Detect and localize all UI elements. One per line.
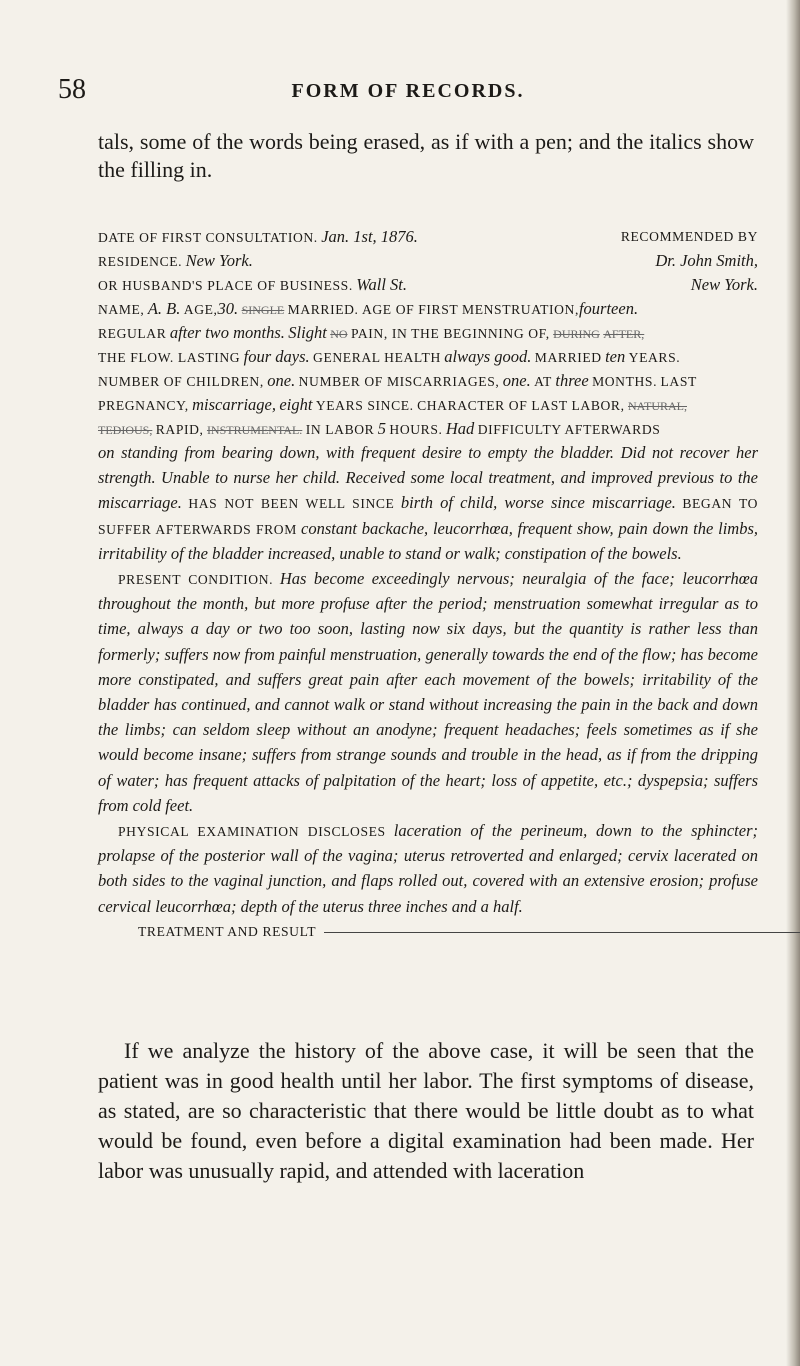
physical-examination-paragraph [98, 819, 758, 920]
field-label: AGE OF FIRST MENSTRUATION, [361, 302, 579, 317]
field-label: BEGAN TO SUFFER AFTERWARDS FROM [98, 496, 759, 537]
field-value: New York. [185, 251, 253, 270]
body-paragraph: If we analyze the history of the above case, it will be seen that the patient was in good health until her labor. The first symptoms of disease, as stated, are so characteristic that there would be little doubt as to what would be found, even before a digital examination had been made. Her labor was unusually rapid, and attended with laceration [98, 1038, 754, 1183]
present-condition-paragraph [98, 567, 758, 819]
field-value: four days. [243, 347, 310, 366]
field-value: birth of child, worse since miscarriage. [400, 493, 676, 513]
field-label: DATE OF FIRST CONSULTATION. [98, 230, 318, 245]
form-row-business [98, 273, 758, 297]
field-label: AT [534, 374, 552, 389]
page-edge-shadow [786, 0, 800, 1366]
field-label: MONTHS. [592, 374, 658, 389]
field-label: NUMBER OF CHILDREN, [98, 374, 264, 389]
field-value: after two months. [169, 323, 285, 342]
history-paragraph [98, 441, 758, 567]
field-label: PRESENT CONDITION. [118, 572, 274, 588]
struck-word: SINGLE [241, 303, 285, 317]
field-value: New York. [690, 275, 758, 294]
field-value: ten [605, 347, 626, 366]
struck-word: NATURAL, [628, 399, 687, 413]
struck-word: AFTER, [603, 327, 645, 341]
field-label: CHARACTER OF LAST LABOR, [417, 398, 625, 413]
field-value: A. B. [147, 299, 181, 318]
field-label: IN LABOR [305, 422, 375, 437]
field-label: HOURS. [389, 422, 443, 437]
field-label: TREATMENT AND RESULT [138, 923, 317, 939]
field-label: PAIN, IN THE BEGINNING OF, [350, 326, 550, 341]
field-label: YEARS. [628, 350, 681, 365]
record-form [98, 225, 758, 944]
field-value: 5 [377, 419, 386, 438]
field-value: 30. [217, 299, 239, 318]
field-value: one. [267, 371, 296, 390]
struck-word: TEDIOUS, [98, 423, 153, 437]
page-number: 58 [58, 74, 86, 105]
field-value: laceration of the perineum, down to the sphincter; prolapse of the posterior wall of the vagina; uterus retroverted and enlarged; cervix lacerated on both sides to the vaginal junction, and flaps rolled out, covered with an extensive erosion; profuse cervical leucorrhœa; depth of the uterus three inches and a half. [98, 821, 759, 916]
field-value: Had [445, 419, 475, 438]
treatment-blank-line [324, 932, 800, 933]
field-label: HAS NOT BEEN WELL SINCE [188, 496, 395, 512]
field-value: always good. [444, 347, 532, 366]
field-value: Jan. 1st, 1876. [321, 227, 418, 246]
field-label: REGULAR [98, 326, 167, 341]
field-label: DIFFICULTY AFTERWARDS [477, 422, 661, 437]
field-label: MARRIED. [287, 302, 359, 317]
intro-paragraph: tals, some of the words being erased, as if with a pen; and the italics show the filling in. [98, 129, 754, 182]
form-row-regular [98, 321, 758, 345]
struck-word: DURING [553, 327, 600, 341]
field-value: fourteen. [578, 299, 639, 318]
field-label: OR HUSBAND'S PLACE OF BUSINESS. [98, 278, 353, 293]
running-head: FORM OF RECORDS. [291, 80, 525, 102]
field-label: MARRIED [534, 350, 602, 365]
form-row-consultation [98, 225, 758, 249]
field-label: THE FLOW. LASTING [98, 350, 241, 365]
field-value: Dr. John Smith, [655, 251, 758, 270]
field-label: NAME, [98, 302, 145, 317]
field-value: one. [502, 371, 531, 390]
field-label: AGE, [183, 302, 218, 317]
form-row-pregnancy [98, 393, 758, 417]
field-value: constant backache, leucorrhœa, frequent show, pain down the limbs, irritability of the bladder increased, unable to stand or walk; constipation of the bowels. [98, 518, 759, 563]
struck-word: NO [330, 327, 348, 341]
field-value: Slight [288, 323, 327, 342]
field-label: RECOMMENDED BY [620, 229, 758, 244]
form-row-flow [98, 345, 758, 369]
struck-word: INSTRUMENTAL. [206, 423, 303, 437]
field-value: Has become exceedingly nervous; neuralgia of the face; leucorrhœa throughout the month, but more profuse after the period; menstruation somewhat irregular as to time, always a day or two too soon, lasting now six days, but the quantity is rather less than formerly; suffers now from painful menstruation, generally towards the end of the flow; has become more constipated, and suffers great pain after each movement of the bowels; irritability of the bladder has continued, and cannot walk or stand without increasing the pain in the back and down the limbs; can seldom sleep without an anodyne; frequent headaches; feels sometimes as if she would become insane; suffers from strange sounds and trouble in the head, as if from the dripping of water; has frequent attacks of palpitation of the heart; loss of appetite, etc.; dyspepsia; suffers from cold feet. [98, 569, 758, 815]
form-row-name [98, 297, 758, 321]
field-label: RAPID, [155, 422, 204, 437]
field-label: PHYSICAL EXAMINATION DISCLOSES [118, 824, 386, 840]
field-label: GENERAL HEALTH [313, 350, 441, 365]
field-label: PREGNANCY, [98, 398, 189, 413]
treatment-row [98, 920, 758, 944]
field-label: NUMBER OF MISCARRIAGES, [298, 374, 500, 389]
field-label: LAST [660, 374, 697, 389]
form-row-children [98, 369, 758, 393]
form-row-residence [98, 249, 758, 273]
field-value: on standing from bearing down, with frequent desire to empty the bladder. Did not recover her strength. Unable to nurse her child. Received some local treatment, and improved previous to the miscarriage. [98, 443, 758, 513]
field-value: Wall St. [356, 275, 407, 294]
field-label: RESIDENCE. [98, 254, 183, 269]
field-label: YEARS SINCE. [315, 398, 414, 413]
field-value: miscarriage, [192, 395, 277, 414]
field-value: three [555, 371, 589, 390]
page-header [58, 74, 758, 114]
form-row-labor [98, 417, 758, 441]
field-value: eight [279, 395, 313, 414]
